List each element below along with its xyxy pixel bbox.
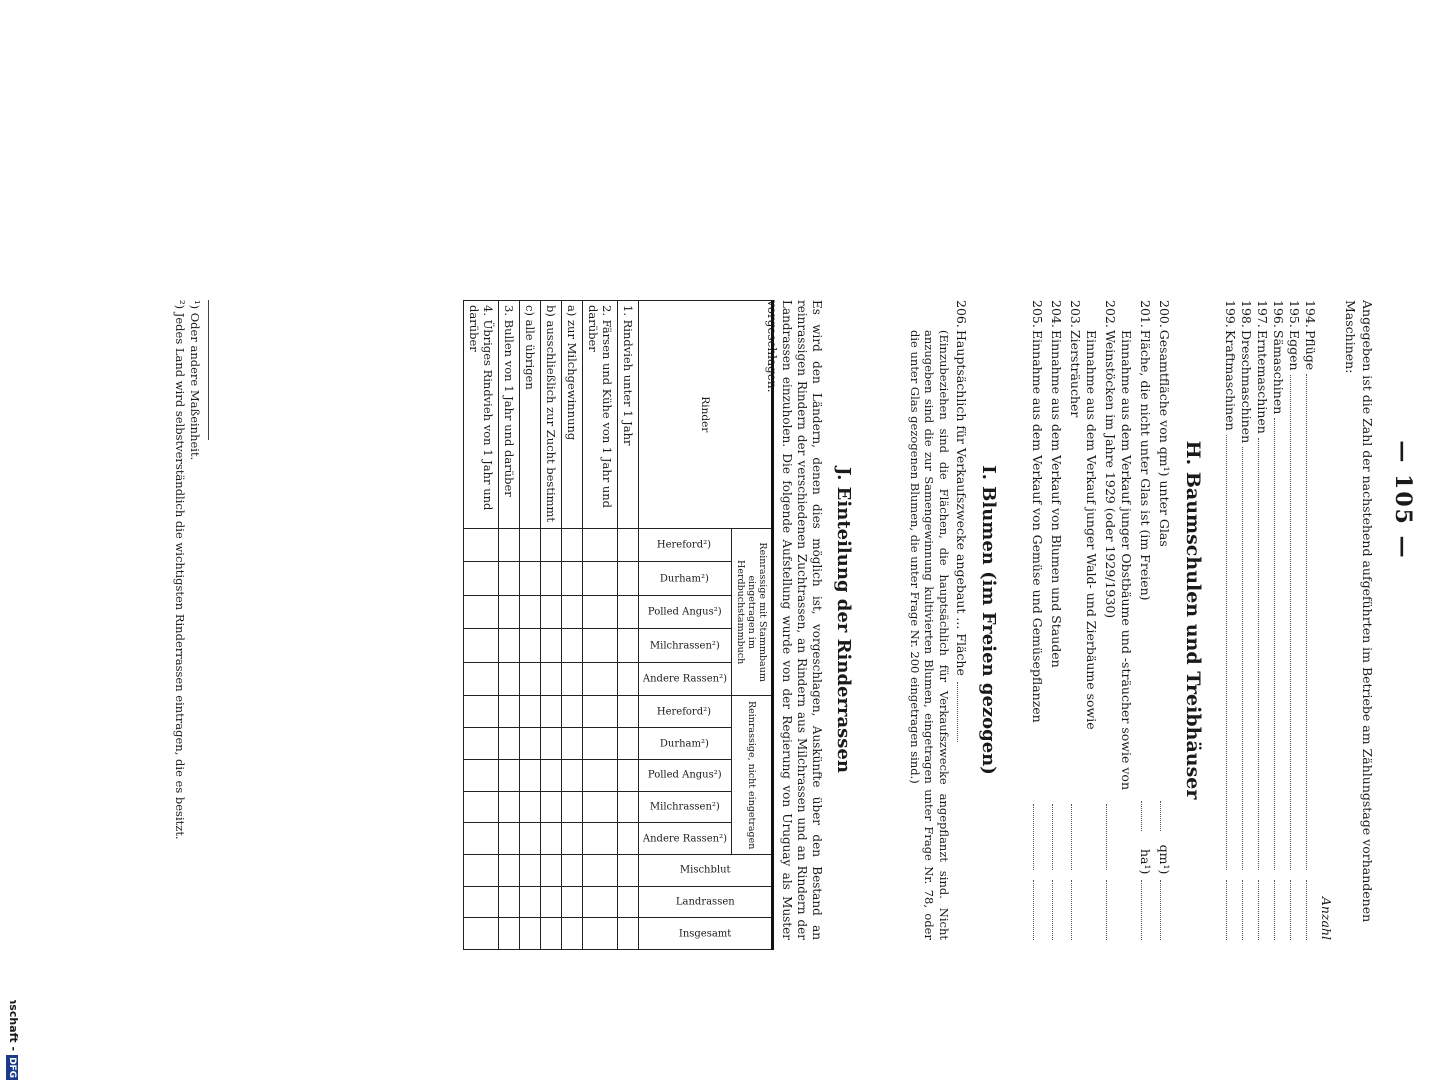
section-j-text: Es wird den Ländern, denen dies möglich ist, vorgeschlagen, Auskünfte über den Bestand an reinrassigen Rindern der verschiedenen Zuchtrassen, an Rindern aus Milchrassen und an Rindern der Landrassen einzuholen. Die folgende Aufstellung wurde von der Regierung von Uruguay als Muster vorgeschlagen: <box>765 300 824 940</box>
item-label: Sämaschinen <box>1271 330 1286 415</box>
table-cell <box>463 528 498 562</box>
table-cell <box>540 918 561 950</box>
item-number: 204. <box>1049 300 1064 328</box>
table-cell <box>582 562 617 596</box>
machine-row <box>1270 300 1286 940</box>
page-number: — 105 — <box>1390 440 1416 560</box>
table-cell <box>498 696 519 728</box>
table-cell <box>540 854 561 886</box>
item-number: 194. <box>1303 300 1318 328</box>
leader-dots <box>1141 801 1142 831</box>
answer-blank <box>1306 880 1307 940</box>
machine-row <box>1222 300 1238 940</box>
breed-header: Andere Rassen²) <box>638 662 731 696</box>
table-cell <box>498 886 519 918</box>
breed-header: Durham²) <box>638 728 731 760</box>
table-cell <box>582 918 617 950</box>
answer-blank <box>1033 880 1034 940</box>
item-number: 197. <box>1255 300 1270 328</box>
item-number: 198. <box>1239 300 1254 328</box>
table-cell <box>519 759 540 791</box>
dfg-logo: DFG <box>7 1057 17 1079</box>
table-cell <box>561 662 582 696</box>
table-cell <box>540 562 561 596</box>
table-cell <box>519 696 540 728</box>
section-h-list <box>1026 300 1172 940</box>
row-label: 2. Färsen und Kühe von 1 Jahr und darüber <box>582 301 617 529</box>
table-row <box>561 301 582 950</box>
section-i-note: (Einzubeziehen sind die Flächen, die hauptsächlich für Verkaufszwecke angepflanzt sind. Nicht anzugeben sind die zur Samengewinnung kultivierten Blumen, eingetragen unter Frage Nr. 78, oder die unter Glas gezogenen Blumen, die unter Frage Nr. 200 eingetragen sind.) <box>908 330 951 940</box>
table-cell <box>540 528 561 562</box>
table-cell <box>519 562 540 596</box>
table-cell <box>582 854 617 886</box>
section-h-item <box>1029 300 1045 940</box>
item-label: Fläche, die nicht unter Glas ist (im Freien) <box>1138 329 1153 601</box>
table-cell <box>519 918 540 950</box>
unit-header: Anzahl <box>1319 896 1334 940</box>
table-cell <box>617 562 638 596</box>
section-h-title: H. Baumschulen und Treibhäuser <box>1182 440 1204 800</box>
item-number: 195. <box>1287 300 1302 328</box>
answer-blank <box>1226 880 1227 940</box>
item-number: 200. <box>1157 300 1172 328</box>
footnotes <box>172 300 202 940</box>
table-cell <box>498 595 519 629</box>
breed-header: Durham²) <box>638 562 731 596</box>
section-h-item <box>1102 300 1134 940</box>
table-cell <box>540 662 561 696</box>
table-cell <box>617 886 638 918</box>
section-i-title: I. Blumen (im Freien gezogen) <box>978 465 999 775</box>
table-cell <box>617 696 638 728</box>
footnote-rule <box>208 300 209 440</box>
table-cell <box>561 696 582 728</box>
table-cell <box>463 629 498 663</box>
footnote-2: ²) Jedes Land wird selbstverständlich die wichtigsten Rinderrassen eintragen, die es besitzt. <box>173 300 187 840</box>
item-unit: qm¹) <box>1157 844 1172 875</box>
table-cell <box>561 791 582 823</box>
section-i-item <box>953 300 969 940</box>
answer-blank <box>1290 880 1291 940</box>
answer-blank <box>1071 880 1072 940</box>
table-cell <box>561 854 582 886</box>
table-cell <box>582 759 617 791</box>
machine-row <box>1238 300 1254 940</box>
item-label: Eggen <box>1287 330 1302 371</box>
machine-row <box>1254 300 1270 940</box>
table-cell <box>519 823 540 855</box>
leader-dots <box>1106 804 1107 870</box>
table-cell <box>582 629 617 663</box>
item-number: 196. <box>1271 300 1286 328</box>
table-cell <box>561 728 582 760</box>
table-cell <box>617 918 638 950</box>
table-cell <box>463 823 498 855</box>
row-label: b) ausschließlich zur Zucht bestimmt <box>540 301 561 529</box>
table-cell <box>498 728 519 760</box>
item-label: Einnahme aus dem Verkauf von Gemüse und Gemüsepflanzen <box>1030 330 1045 723</box>
table-cell <box>498 662 519 696</box>
table-row <box>540 301 561 950</box>
table-cell <box>540 823 561 855</box>
breed-header: Polled Angus²) <box>638 595 731 629</box>
breed-header: Milchrassen²) <box>638 629 731 663</box>
answer-blank <box>1052 880 1053 940</box>
table-row <box>582 301 617 950</box>
table-cell <box>498 528 519 562</box>
table-cell <box>519 595 540 629</box>
section-h-item <box>1048 300 1064 940</box>
table-cell <box>617 595 638 629</box>
intro-text: Angegeben ist die Zahl der nachstehend aufgeführten im Betriebe am Zählungstage vorhandenen Maschinen: <box>1343 300 1375 923</box>
leader-dots <box>1226 435 1227 870</box>
table-cell <box>498 759 519 791</box>
table-cell <box>561 562 582 596</box>
table-cell <box>561 918 582 950</box>
answer-blank <box>1242 880 1243 940</box>
table-cell <box>498 854 519 886</box>
table-cell <box>540 886 561 918</box>
table-cell <box>463 854 498 886</box>
item-number: 201. <box>1138 300 1153 328</box>
item-label: Kraftmaschinen <box>1223 330 1238 431</box>
table-header-row <box>732 301 773 950</box>
table-cell <box>617 629 638 663</box>
item-label: Hauptsächlich für Verkaufszwecke angebaut ... Fläche <box>954 330 969 676</box>
table-row <box>519 301 540 950</box>
section-i-body <box>908 300 970 940</box>
table-cell <box>463 595 498 629</box>
item-label: Dreschmaschinen <box>1239 330 1254 444</box>
machine-row <box>1302 300 1318 940</box>
machines-list <box>1222 300 1334 940</box>
table-cell <box>582 728 617 760</box>
section-h-item <box>1067 300 1099 940</box>
table-row <box>498 301 519 950</box>
table-cell <box>519 886 540 918</box>
table-cell <box>498 629 519 663</box>
table-cell <box>519 528 540 562</box>
rinder-header: Rinder <box>638 301 772 529</box>
table-cell <box>561 528 582 562</box>
machine-row <box>1286 300 1302 940</box>
item-number: 202. <box>1103 300 1118 328</box>
row-label: a) zur Milchgewinnung <box>561 301 582 529</box>
leader-dots <box>1160 801 1161 831</box>
table-cell <box>561 629 582 663</box>
table-cell <box>617 528 638 562</box>
cattle-breeds-table <box>463 300 774 950</box>
breed-header: Andere Rassen²) <box>638 823 731 855</box>
item-number: 203. <box>1068 300 1083 328</box>
table-cell <box>519 854 540 886</box>
breed-header: Milchrassen²) <box>638 791 731 823</box>
leader-dots <box>1274 418 1275 870</box>
table-cell <box>582 823 617 855</box>
table-cell <box>617 791 638 823</box>
row-label: 1. Rindvieh unter 1 Jahr <box>617 301 638 529</box>
table-row <box>463 301 498 950</box>
col-insgesamt: Insgesamt <box>638 918 772 950</box>
table-cell <box>463 918 498 950</box>
table-cell <box>463 791 498 823</box>
table-cell <box>519 662 540 696</box>
item-label: Erntemaschinen <box>1255 330 1270 434</box>
table-cell <box>561 823 582 855</box>
table-cell <box>617 759 638 791</box>
col-landrassen: Landrassen <box>638 886 772 918</box>
table-cell <box>463 728 498 760</box>
answer-blank <box>1106 880 1107 940</box>
machines-header-row <box>1318 300 1334 940</box>
table-cell <box>582 662 617 696</box>
table-cell <box>540 629 561 663</box>
answer-blank <box>1141 880 1142 940</box>
item-unit: ha¹) <box>1138 849 1153 875</box>
item-label: Einnahme aus dem Verkauf junger Wald- und Zierbäume sowie Ziersträucher <box>1068 330 1099 730</box>
item-label: Pflüge <box>1303 330 1318 371</box>
item-label: Einnahme aus dem Verkauf junger Obstbäume und -sträucher sowie von Weinstöcken im Jahre 1929 (oder 1929/1930) <box>1103 330 1134 790</box>
leader-dots <box>1290 375 1291 870</box>
breed-header: Hereford²) <box>638 696 731 728</box>
table-cell <box>540 791 561 823</box>
table-cell <box>540 728 561 760</box>
row-label: c) alle übrigen <box>519 301 540 529</box>
table-cell <box>519 629 540 663</box>
table-cell <box>561 759 582 791</box>
table-cell <box>498 823 519 855</box>
table-cell <box>498 791 519 823</box>
table-cell <box>617 662 638 696</box>
footnote-1: ¹) Oder andere Maßeinheit. <box>188 300 202 461</box>
table-cell <box>498 918 519 950</box>
item-label: Einnahme aus dem Verkauf von Blumen und Stauden <box>1049 330 1064 668</box>
item-number: 199. <box>1223 300 1238 328</box>
answer-blank <box>1274 880 1275 940</box>
answer-blank <box>1160 880 1161 940</box>
table-cell <box>582 528 617 562</box>
table-cell <box>463 759 498 791</box>
table-cell <box>582 595 617 629</box>
table-cell <box>582 886 617 918</box>
table-cell <box>582 696 617 728</box>
leader-dots <box>1033 804 1034 870</box>
col-mischblut: Mischblut <box>638 854 772 886</box>
group-registered-header: Reinrassige mit Stammbaum eingetragen im Herdbuchstammbuch <box>732 528 773 696</box>
table-row <box>617 301 638 950</box>
table-cell <box>617 728 638 760</box>
table-cell <box>617 854 638 886</box>
section-h-item <box>1137 300 1153 940</box>
section-h-item <box>1156 300 1172 940</box>
row-label: 3. Bullen von 1 Jahr und darüber <box>498 301 519 529</box>
item-number: 205. <box>1030 300 1045 328</box>
leader-dots <box>1258 438 1259 870</box>
leader-dots <box>1306 374 1307 870</box>
answer-blank <box>957 682 958 742</box>
table-cell <box>540 759 561 791</box>
table-cell <box>463 562 498 596</box>
answer-blank <box>1258 880 1259 940</box>
group-unregistered-header: Reinrassige, nicht eingetragen <box>732 696 773 854</box>
table-cell <box>463 696 498 728</box>
item-number: 206. <box>954 300 969 328</box>
leader-dots <box>1071 804 1072 870</box>
leader-dots <box>1052 804 1053 870</box>
breed-header: Hereford²) <box>638 528 731 562</box>
table-cell <box>582 791 617 823</box>
table-cell <box>561 595 582 629</box>
table-cell <box>561 886 582 918</box>
row-label: 4. Übriges Rindvieh von 1 Jahr und darüber <box>463 301 498 529</box>
item-label: Gesamtfläche von qm¹) unter Glas <box>1157 329 1172 547</box>
table-cell <box>463 662 498 696</box>
table-cell <box>463 886 498 918</box>
section-j-title: J. Einteilung der Rinderrassen <box>833 467 854 773</box>
table-cell <box>519 728 540 760</box>
table-cell <box>617 823 638 855</box>
table-cell <box>519 791 540 823</box>
table-cell <box>498 562 519 596</box>
table-cell <box>540 696 561 728</box>
table-cell <box>540 595 561 629</box>
breed-header: Polled Angus²) <box>638 759 731 791</box>
leader-dots <box>1242 447 1243 870</box>
